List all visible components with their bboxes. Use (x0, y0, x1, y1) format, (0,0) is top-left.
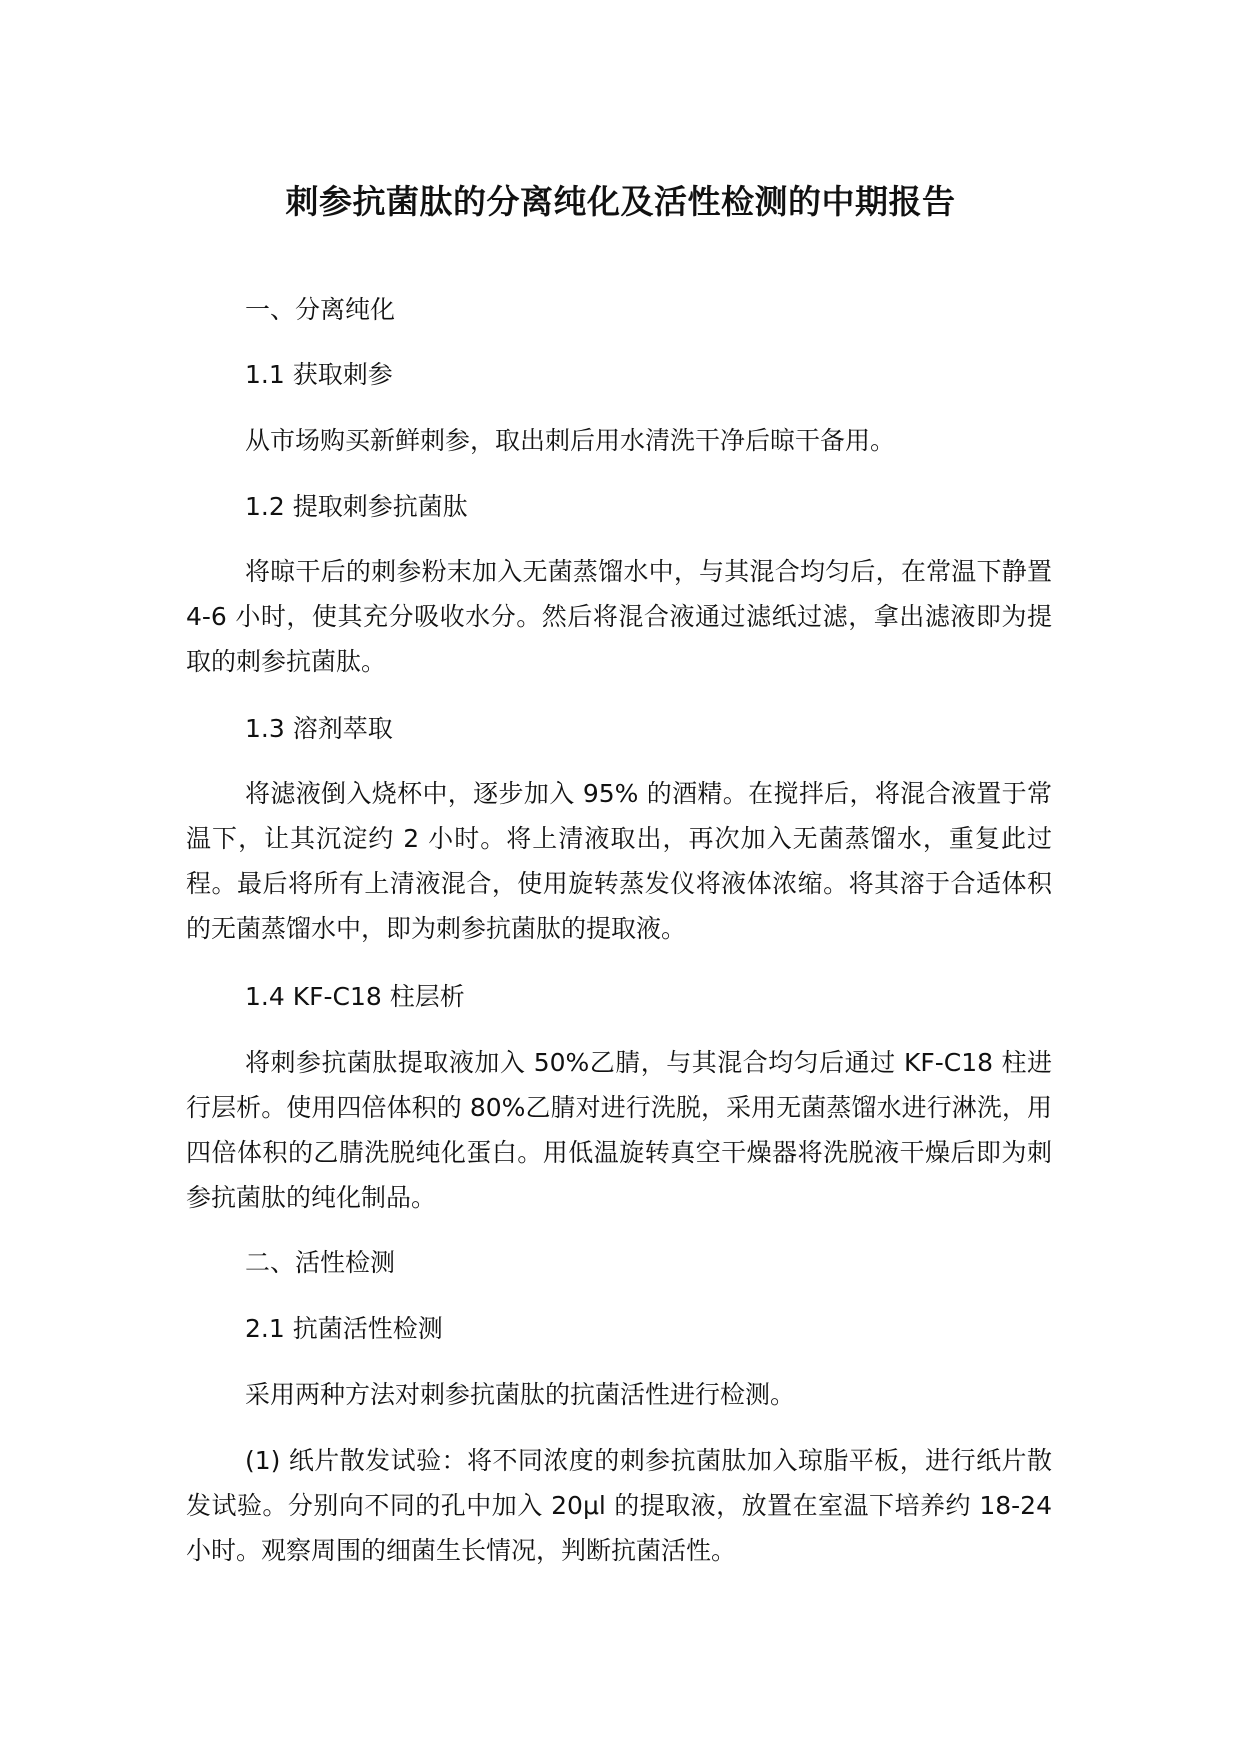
paragraph-1-3: 将滤液倒入烧杯中，逐步加入 95% 的酒精。在搅拌后，将混合液置于常温下，让其沉淀约 2 小时。将上清液取出，再次加入无菌蒸馏水，重复此过程。最后将所有上清液混合，使用旋转蒸发仪将液体浓缩。将其溶于合适体积的无菌蒸馏水中，即为刺参抗菌肽的提取液。 (186, 779, 1052, 943)
subsection-heading-1-4: 1.4 KF-C18 柱层析 (245, 982, 465, 1011)
section-heading-separation: 一、分离纯化 (245, 295, 396, 324)
document-title: 刺参抗菌肽的分离纯化及活性检测的中期报告 (285, 182, 956, 221)
subsection-heading-1-1: 1.1 获取刺参 (245, 360, 393, 389)
paragraph-1-1: 从市场购买新鲜刺参，取出刺后用水清洗干净后晾干备用。 (245, 426, 896, 455)
paragraph-method-1: (1) 纸片散发试验：将不同浓度的刺参抗菌肽加入琼脂平板，进行纸片散发试验。分别向不同的孔中加入 20μl 的提取液，放置在室温下培养约 18-24 小时。观察周围的细菌生长情况，判断抗菌活性。 (186, 1446, 1052, 1565)
section-heading-activity: 二、活性检测 (245, 1248, 396, 1277)
paragraph-1-4: 将刺参抗菌肽提取液加入 50%乙腈，与其混合均匀后通过 KF-C18 柱进行层析。使用四倍体积的 80%乙腈对进行洗脱，采用无菌蒸馏水进行淋洗，用四倍体积的乙腈洗脱纯化蛋白。用低温旋转真空干燥器将洗脱液干燥后即为刺参抗菌肽的纯化制品。 (186, 1048, 1052, 1212)
subsection-heading-1-3: 1.3 溶剂萃取 (245, 714, 393, 743)
subsection-heading-1-2: 1.2 提取刺参抗菌肽 (245, 492, 468, 521)
subsection-heading-2-1: 2.1 抗菌活性检测 (245, 1314, 443, 1343)
paragraph-2-1: 采用两种方法对刺参抗菌肽的抗菌活性进行检测。 (245, 1380, 796, 1409)
paragraph-1-2: 将晾干后的刺参粉末加入无菌蒸馏水中，与其混合均匀后，在常温下静置 4-6 小时，使其充分吸收水分。然后将混合液通过滤纸过滤，拿出滤液即为提取的刺参抗菌肽。 (186, 557, 1052, 676)
